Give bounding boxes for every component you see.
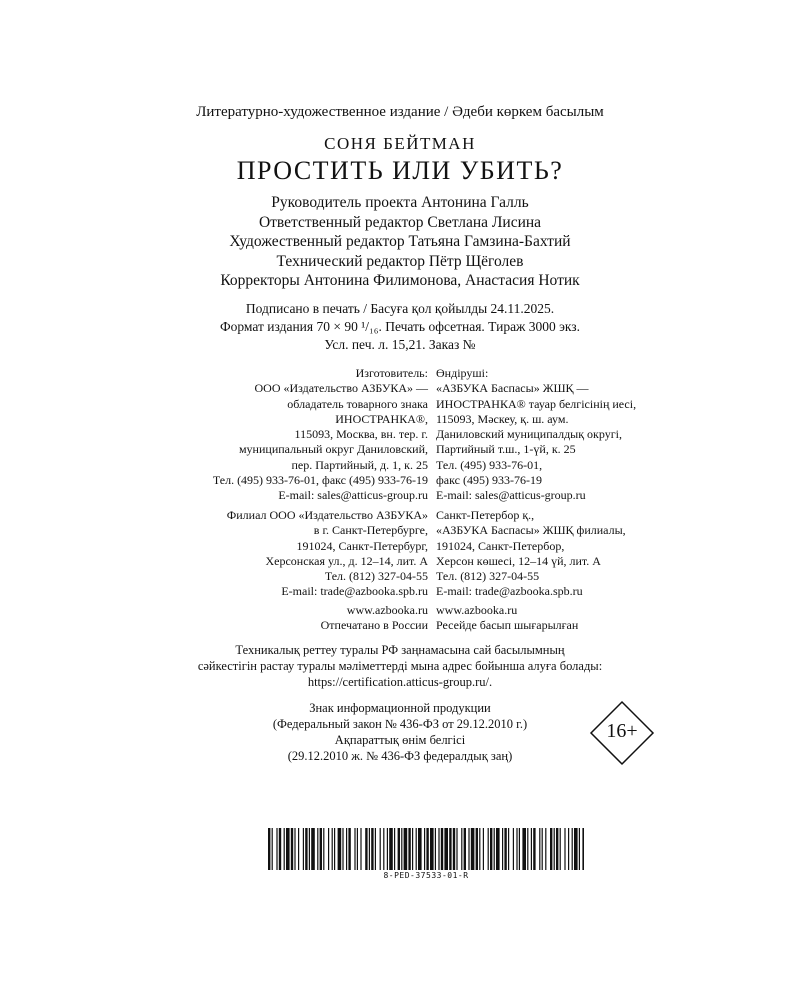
publisher-right-line: Өндіруші: [436, 366, 489, 380]
barcode-bar [291, 828, 293, 870]
site-left [321, 603, 428, 634]
site-right [436, 603, 578, 634]
website-link[interactable]: www.azbooka.ru [436, 603, 518, 617]
barcode-bar [323, 828, 324, 870]
barcode-bar [504, 828, 506, 870]
age-rating: 16+ [606, 720, 638, 742]
print-line: Подписано в печать / Басуға қол қойылды 24.11.2025. [245, 301, 555, 316]
barcode-bar [303, 828, 304, 870]
barcode-bar [554, 828, 555, 870]
branch-right-line: Санкт-Петербор қ., [436, 508, 535, 522]
barcode-bar [574, 828, 578, 870]
branch-left-line: Херсонская ул., д. 12–14, лит. А [265, 553, 428, 568]
publisher-left-line: E-mail: sales@atticus-group.ru [278, 488, 428, 503]
staff-line: Руководитель проекта Антонина Галль [271, 194, 529, 211]
barcode-bar [444, 828, 448, 870]
print-line: Усл. печ. л. 15,21. Заказ № [324, 337, 476, 352]
staff-line: Художественный редактор Татьяна Гамзина-Бахтий [229, 233, 571, 250]
barcode-bar [456, 828, 457, 870]
barcode-bar [401, 828, 402, 870]
barcode-bar [545, 828, 546, 870]
barcode-bar [461, 828, 462, 870]
publisher-left-line: 115093, Москва, вн. тер. г. [294, 427, 428, 442]
publisher-left-line: ООО «Издательство АЗБУКА» — [254, 381, 428, 396]
branch-left [227, 508, 428, 600]
barcode-bar [471, 828, 475, 870]
barcode-bar [494, 828, 495, 870]
barcode-bar [435, 828, 436, 870]
barcode-bar [496, 828, 500, 870]
barcode-bar [550, 828, 552, 870]
barcode-bar [412, 828, 413, 870]
print-line: Формат издания 70 × 90 ¹/₁₆. Печать офсетная. Тираж 3000 экз. [219, 319, 581, 334]
barcode-bar [334, 828, 335, 870]
barcode [268, 828, 584, 870]
barcode-bar [371, 828, 373, 870]
barcode-bar [354, 828, 355, 870]
barcode-bar [332, 828, 333, 870]
branch-right-line: Тел. (812) 327-04-55 [436, 569, 540, 584]
barcode-bar [533, 828, 535, 870]
branch-right-line: 191024, Санкт-Петербор, [436, 538, 565, 553]
barcode-bar [531, 828, 532, 870]
barcode-bar [320, 828, 322, 870]
barcode-bar [464, 828, 466, 870]
publisher-left-line: пер. Партийный, д. 1, к. 25 [291, 457, 428, 472]
staff-line: Ответственный редактор Светлана Лисина [258, 213, 542, 231]
publisher-left-line: муниципальный округ Даниловский, [238, 442, 428, 457]
barcode-bar [365, 828, 367, 870]
barcode-bar [539, 828, 540, 870]
author-name: СОНЯ БЕЙТМАН [324, 134, 476, 153]
barcode-bar [408, 828, 410, 870]
barcode-bar [404, 828, 408, 870]
barcode-bar [426, 828, 428, 870]
sign-line: Ақпараттық өнім белгісі [334, 733, 466, 747]
barcode-bar [342, 828, 343, 870]
barcode-bar [294, 828, 295, 870]
barcode-bar [468, 828, 469, 870]
publisher-left-line: ИНОСТРАНКА®, [335, 411, 428, 426]
printed-in-note: Отпечатано в России [320, 618, 428, 633]
barcode-bar [441, 828, 443, 870]
barcode-bar [516, 828, 517, 870]
barcode-bar [328, 828, 329, 870]
staff-line: Корректоры Антонина Филимонова, Анастасия Нотик [220, 272, 580, 289]
sign-line: (29.12.2010 ж. № 436-ФЗ федералдық заң) [287, 749, 513, 763]
barcode-bar [513, 828, 514, 870]
barcode-bar [380, 828, 381, 870]
publisher-right-line: 115093, Мәскеу, қ. ш. аум. [436, 411, 569, 426]
barcode-bar [483, 828, 484, 870]
barcode-bar [317, 828, 318, 870]
barcode-bar [502, 828, 503, 870]
barcode-bar [568, 828, 569, 870]
barcode-bar [309, 828, 310, 870]
barcode-bar [572, 828, 573, 870]
barcode-bar [279, 828, 281, 870]
staff-line: Технический редактор Пётр Щёголев [276, 252, 524, 270]
cert-line: сәйкестігін растау туралы мәліметтерді мына адрес бойынша алуға болады: [197, 659, 603, 673]
info-product-sign [210, 700, 590, 764]
publisher-left-line: Тел. (495) 933-76-01, факс (495) 933-76-19 [212, 473, 428, 488]
barcode-number: 8-PED-37533-01-R [383, 871, 469, 880]
barcode-bar [488, 828, 489, 870]
print-info [0, 300, 800, 354]
branch-left-line: E-mail: trade@azbooka.spb.ru [281, 584, 428, 599]
branch-right-line: «АЗБУКА Баспасы» ЖШҚ филиалы, [436, 523, 626, 538]
barcode-bar [357, 828, 358, 870]
staff-list [0, 193, 800, 291]
publisher-left-line: обладатель товарного знака [287, 396, 428, 411]
sign-line: (Федеральный закон № 436-ФЗ от 29.12.2010 г.) [272, 717, 528, 731]
genre-line: Литературно-художественное издание / Әдеби көркем басылым [196, 104, 604, 120]
branch-left-line: 191024, Санкт-Петербург, [296, 538, 428, 553]
publisher-left-line: Изготовитель: [355, 366, 428, 380]
barcode-bar [527, 828, 528, 870]
publisher-right [436, 366, 636, 504]
barcode-bar [369, 828, 370, 870]
barcode-bar [579, 828, 580, 870]
printed-in-note: Ресейде басып шығарылған [436, 618, 579, 633]
branch-right-line: Херсон көшесі, 12–14 үй, лит. А [436, 553, 601, 568]
cert-link[interactable]: https://certification.atticus-group.ru/. [307, 675, 493, 689]
publisher-right-line: ИНОСТРАНКА® тауар белгісінің иесі, [436, 396, 637, 411]
barcode-bar [522, 828, 526, 870]
barcode-bar [416, 828, 417, 870]
branch-right-line: E-mail: trade@azbooka.spb.ru [436, 584, 583, 599]
publisher-right-line: «АЗБУКА Баспасы» ЖШҚ — [436, 381, 589, 396]
barcode-bar [542, 828, 543, 870]
barcode-bar [338, 828, 342, 870]
publisher-right-line: Даниловский муниципалдық округі, [436, 427, 622, 442]
branch-right [436, 508, 626, 600]
barcode-bar [305, 828, 307, 870]
barcode-bar [298, 828, 299, 870]
publisher-right-line: Тел. (495) 933-76-01, [436, 457, 543, 472]
barcode-bar [479, 828, 480, 870]
barcode-bar [272, 828, 273, 870]
barcode-bar [383, 828, 384, 870]
sign-line: Знак информационной продукции [309, 701, 491, 715]
barcode-bar [398, 828, 400, 870]
barcode-bar [490, 828, 492, 870]
barcode-bar [276, 828, 277, 870]
barcode-bar [556, 828, 558, 870]
barcode-bar [564, 828, 565, 870]
website-link[interactable]: www.azbooka.ru [346, 603, 428, 617]
barcode-bar [453, 828, 455, 870]
barcode-bar [387, 828, 388, 870]
publisher-right-line: факс (495) 933-76-19 [436, 473, 542, 488]
barcode-bar [424, 828, 425, 870]
publisher-right-line: Партийный т.ш., 1-үй, к. 25 [436, 442, 576, 457]
barcode-bar [311, 828, 315, 870]
barcode-bar [348, 828, 350, 870]
barcode-bar [582, 828, 584, 870]
barcode-bar [438, 828, 439, 870]
branch-left-line: Тел. (812) 327-04-55 [324, 569, 428, 584]
publisher-left [213, 366, 428, 504]
barcode-bar [389, 828, 393, 870]
cert-line: Техникалық реттеу туралы РФ заңнамасына сай басылымның [235, 643, 565, 657]
barcode-bar [418, 828, 422, 870]
publisher-right-line: E-mail: sales@atticus-group.ru [436, 488, 586, 503]
barcode-bar [449, 828, 451, 870]
barcode-bar [284, 828, 285, 870]
barcode-bar [286, 828, 290, 870]
barcode-bar [268, 828, 270, 870]
barcode-bar [394, 828, 395, 870]
barcode-bar [360, 828, 361, 870]
barcode-bar [346, 828, 347, 870]
book-title: ПРОСТИТЬ ИЛИ УБИТЬ? [236, 156, 564, 185]
branch-left-line: в г. Санкт-Петербурге, [313, 523, 428, 538]
certification-note [0, 642, 800, 690]
barcode-bar [519, 828, 520, 870]
barcode-bar [476, 828, 478, 870]
barcode-bar [430, 828, 434, 870]
barcode-bar [375, 828, 376, 870]
barcode-bar [560, 828, 561, 870]
branch-left-line: Филиал ООО «Издательство АЗБУКА» [226, 508, 428, 522]
barcode-bar [508, 828, 509, 870]
